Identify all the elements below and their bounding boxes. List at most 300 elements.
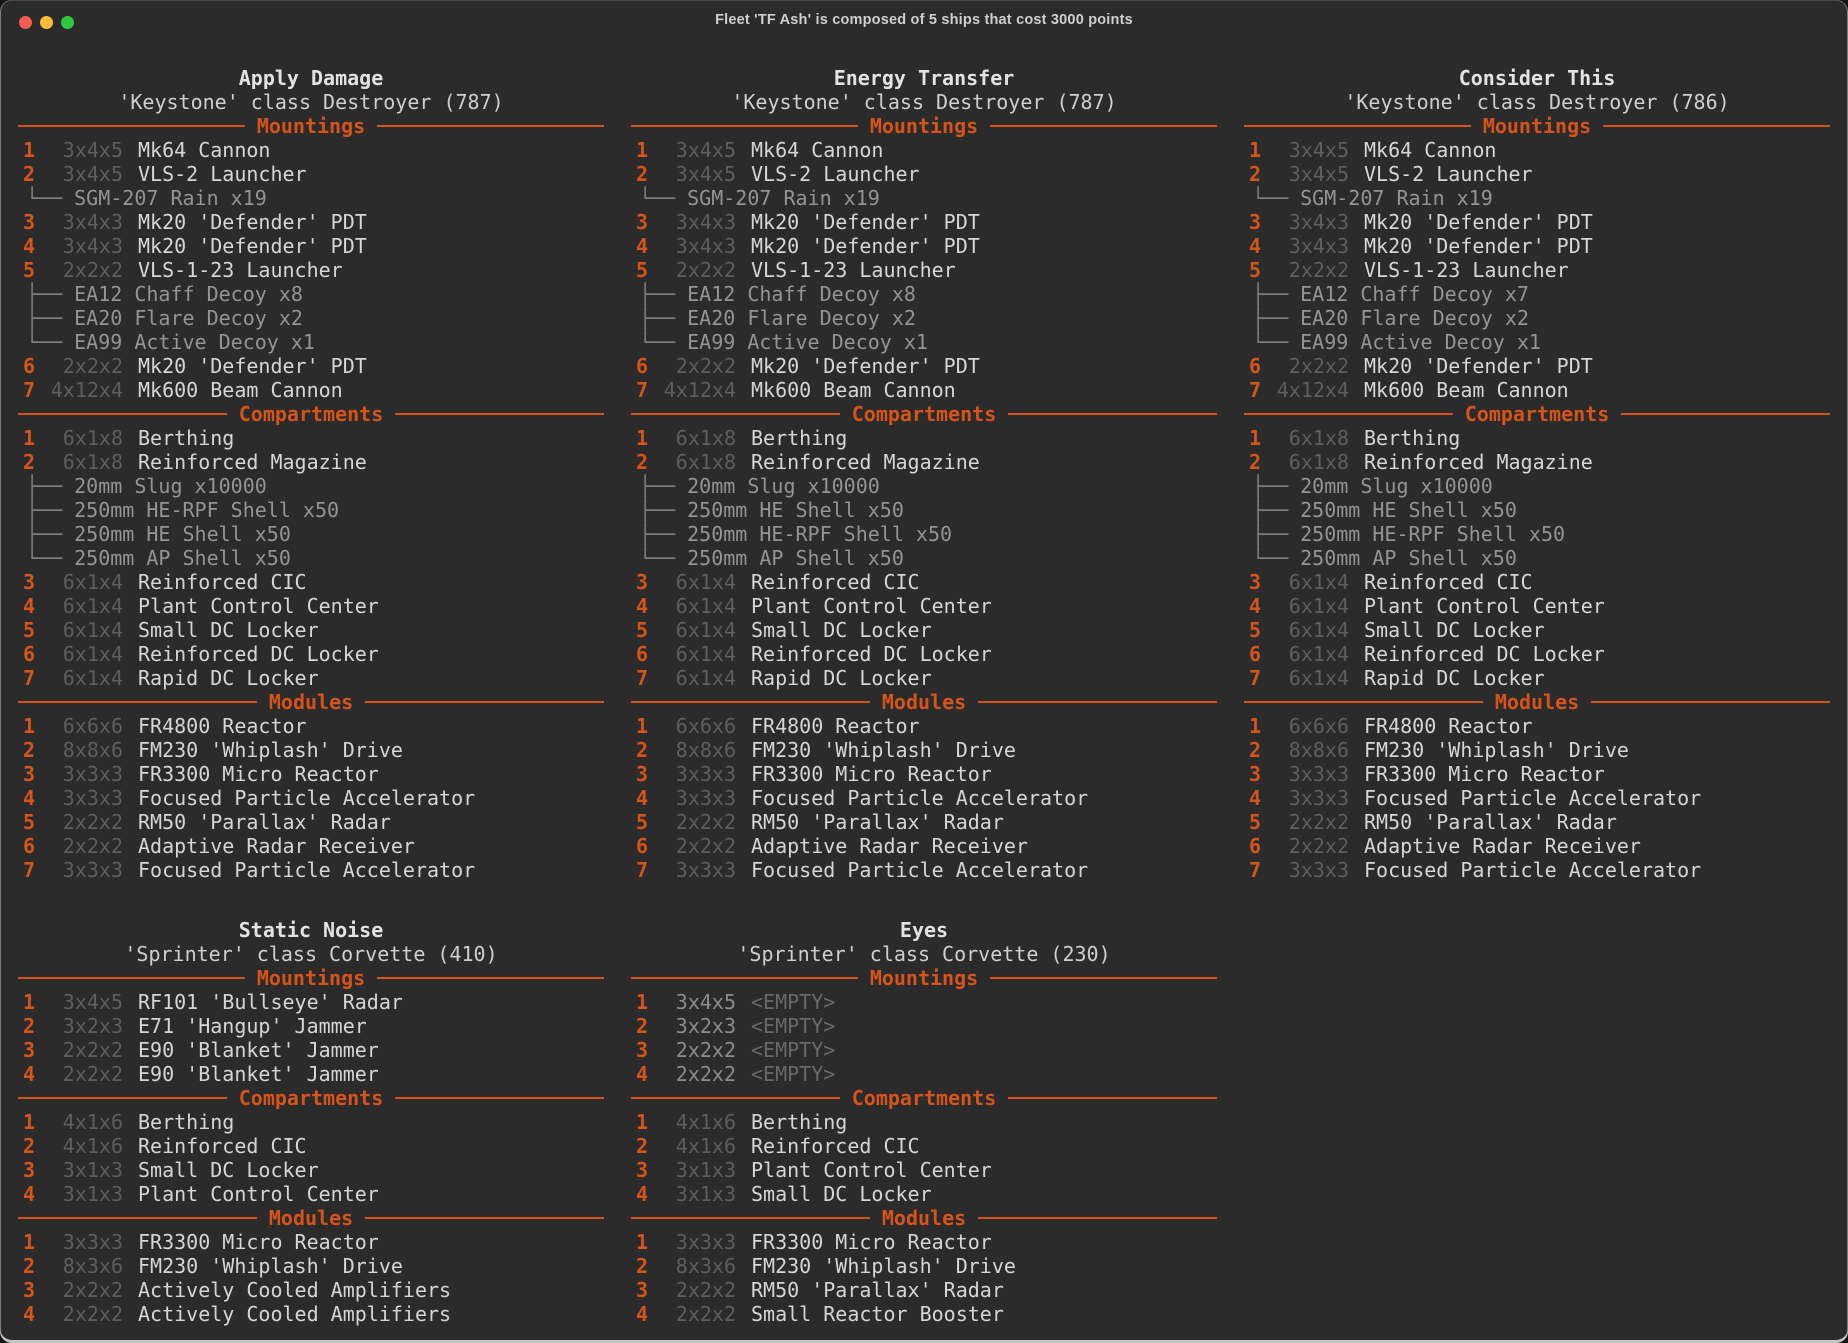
slot-size: 6x1x4 [1288,618,1349,642]
section-rule [365,701,604,703]
slot-name: Mk20 'Defender' PDT [1364,354,1593,378]
slot-number: 7 [23,666,36,690]
tree-branch-icon: ├── [639,474,676,498]
ammo-name: 20mm Slug x10000 [1300,474,1493,498]
slot-name: Mk20 'Defender' PDT [751,234,980,258]
ammo-name: EA20 Flare Decoy x2 [1300,306,1529,330]
ammo-name: EA99 Active Decoy x1 [687,330,928,354]
slot-number: 1 [23,714,36,738]
slot-row [631,1134,1217,1158]
slot-row [18,1158,604,1182]
slot-number: 6 [636,642,649,666]
slot-name: Focused Particle Accelerator [751,858,1089,882]
slot-row [18,1254,604,1278]
ship-class: 'Sprinter' class Corvette (230) [737,942,1111,966]
tree-branch-icon: └── [1252,546,1289,570]
slot-size: 4x12x4 [1276,378,1349,402]
slot-size: 3x4x5 [675,990,736,1014]
section-rule [377,125,604,127]
slot-row [1244,258,1830,282]
slot-row [631,834,1217,858]
slot-size: 8x3x6 [62,1254,123,1278]
slot-number: 7 [23,858,36,882]
slot-number: 7 [1249,378,1262,402]
ammo-row [631,330,1217,354]
slot-number: 4 [1249,234,1262,258]
section-header [1244,114,1830,138]
ammo-name: EA20 Flare Decoy x2 [687,306,916,330]
section-header [631,966,1217,990]
tree-branch-icon: └── [26,330,63,354]
slot-size: 2x2x2 [62,258,123,282]
slot-number: 4 [23,786,36,810]
slot-row [1244,858,1830,882]
ammo-row [1244,330,1830,354]
slot-row [18,834,604,858]
slot-size: 2x2x2 [675,1302,736,1326]
slot-name: RM50 'Parallax' Radar [1364,810,1617,834]
slot-size: 3x3x3 [62,1230,123,1254]
slot-name: Reinforced Magazine [751,450,980,474]
section-title: Compartments [1464,402,1610,426]
slot-size: 2x2x2 [62,810,123,834]
slot-name: FM230 'Whiplash' Drive [138,1254,403,1278]
slot-size: 3x4x5 [62,990,123,1014]
slot-number: 4 [636,594,649,618]
slot-name: FR4800 Reactor [1364,714,1533,738]
tree-branch-icon: ├── [26,474,63,498]
slot-name: Reinforced CIC [751,570,920,594]
slot-number: 3 [636,570,649,594]
slot-size: 8x8x6 [675,738,736,762]
slot-size: 3x4x3 [675,210,736,234]
ammo-row [631,546,1217,570]
slot-name: FR4800 Reactor [751,714,920,738]
ship-class: 'Keystone' class Destroyer (786) [1344,90,1730,114]
slot-number: 3 [23,1278,36,1302]
minimize-button[interactable] [40,16,53,29]
slot-number: 4 [23,1302,36,1326]
slot-number: 4 [636,1062,649,1086]
slot-number: 2 [23,162,36,186]
slot-size: 3x3x3 [1288,762,1349,786]
section-title: Modules [268,690,354,714]
slot-name: Plant Control Center [1364,594,1605,618]
slot-number: 6 [1249,834,1262,858]
slot-row [1244,786,1830,810]
ammo-name: 250mm HE Shell x50 [687,498,904,522]
slot-row [1244,762,1830,786]
section-header [631,1086,1217,1110]
slot-number: 6 [636,354,649,378]
slot-name: FM230 'Whiplash' Drive [138,738,403,762]
slot-number: 1 [23,990,36,1014]
slot-row [1244,714,1830,738]
slot-row [18,1182,604,1206]
slot-number: 2 [23,1134,36,1158]
tree-branch-icon: ├── [26,498,63,522]
slot-name: Small DC Locker [751,1182,932,1206]
tree-branch-icon: ├── [26,306,63,330]
slot-row [18,234,604,258]
slot-size: 3x4x5 [62,138,123,162]
slot-row [631,1158,1217,1182]
slot-name: Mk20 'Defender' PDT [138,210,367,234]
slot-row [18,1014,604,1038]
ammo-name: EA99 Active Decoy x1 [74,330,315,354]
slot-number: 1 [1249,138,1262,162]
ammo-name: EA12 Chaff Decoy x8 [687,282,916,306]
section-rule [18,977,245,979]
slot-size: 2x2x2 [62,1302,123,1326]
slot-name: Mk20 'Defender' PDT [138,234,367,258]
slot-row [631,810,1217,834]
slot-name: Berthing [1364,426,1461,450]
slot-number: 7 [636,858,649,882]
slot-name: Berthing [751,426,848,450]
slot-number: 4 [636,786,649,810]
section-rule [18,701,257,703]
slot-row [1244,354,1830,378]
slot-size: 2x2x2 [1288,810,1349,834]
section-rule [1008,1097,1217,1099]
slot-name: Reinforced Magazine [138,450,367,474]
slot-number: 5 [23,810,36,834]
ship-block [18,66,604,882]
slot-row [18,258,604,282]
slot-row [18,618,604,642]
slot-row [18,1302,604,1326]
section-rule [631,1097,840,1099]
slot-number: 7 [1249,666,1262,690]
slot-size: 4x12x4 [50,378,123,402]
slot-size: 3x2x3 [675,1014,736,1038]
slot-size: 3x3x3 [675,786,736,810]
ammo-name: 250mm HE-RPF Shell x50 [1300,522,1566,546]
slot-row [631,1110,1217,1134]
ammo-name: 250mm HE-RPF Shell x50 [74,498,340,522]
ship-name: Apply Damage [238,66,384,90]
zoom-button[interactable] [61,16,74,29]
slot-size: 2x2x2 [675,810,736,834]
slot-name: VLS-2 Launcher [1364,162,1533,186]
slot-number: 6 [23,642,36,666]
ammo-name: 250mm HE Shell x50 [74,522,291,546]
tree-branch-icon: ├── [1252,282,1289,306]
slot-number: 5 [636,810,649,834]
slot-number: 5 [1249,258,1262,282]
slot-name: RM50 'Parallax' Radar [751,810,1004,834]
slot-name: Focused Particle Accelerator [138,786,476,810]
slot-size: 8x8x6 [62,738,123,762]
slot-number: 6 [636,834,649,858]
slot-row [631,426,1217,450]
ship-name: Consider This [1458,66,1616,90]
slot-size: 6x1x4 [1288,570,1349,594]
slot-row [18,1134,604,1158]
slot-name: FM230 'Whiplash' Drive [751,1254,1016,1278]
ammo-name: EA12 Chaff Decoy x7 [1300,282,1529,306]
ammo-row [1244,546,1830,570]
slot-row [631,450,1217,474]
slot-size: 2x2x2 [1288,834,1349,858]
slot-number: 2 [636,1254,649,1278]
slot-size: 2x2x2 [675,1038,736,1062]
slot-size: 3x4x5 [675,138,736,162]
slot-number: 5 [1249,618,1262,642]
slot-number: 2 [1249,738,1262,762]
slot-number: 7 [636,378,649,402]
slot-name: Reinforced Magazine [1364,450,1593,474]
slot-size: 3x4x3 [1288,234,1349,258]
slot-row [18,210,604,234]
slot-name: Small Reactor Booster [751,1302,1004,1326]
slot-row [631,1230,1217,1254]
slot-name: VLS-1-23 Launcher [751,258,956,282]
window-title: Fleet 'TF Ash' is composed of 5 ships that cost 3000 points [715,12,1133,28]
empty-slot-row [631,990,1217,1014]
ammo-row [18,186,604,210]
slot-number: 7 [1249,858,1262,882]
slot-number: 1 [23,1110,36,1134]
ammo-row [631,522,1217,546]
section-rule [631,1217,870,1219]
tree-branch-icon: ├── [639,282,676,306]
ammo-row [631,186,1217,210]
section-header [1244,690,1830,714]
slot-name: Berthing [138,1110,235,1134]
ammo-row [631,306,1217,330]
slot-size: 8x3x6 [675,1254,736,1278]
ammo-row [1244,522,1830,546]
slot-row [18,810,604,834]
slot-name: VLS-2 Launcher [138,162,307,186]
slot-name: FR3300 Micro Reactor [138,1230,379,1254]
section-rule [18,413,227,415]
ammo-row [18,522,604,546]
slot-size: 3x4x3 [62,234,123,258]
slot-name: VLS-2 Launcher [751,162,920,186]
slot-size: 3x3x3 [675,858,736,882]
slot-name: <EMPTY> [751,1014,836,1038]
slot-number: 1 [636,714,649,738]
slot-number: 5 [23,618,36,642]
slot-number: 7 [23,378,36,402]
slot-name: Reinforced CIC [138,1134,307,1158]
ammo-row [1244,306,1830,330]
slot-name: Mk20 'Defender' PDT [751,354,980,378]
section-rule [18,1217,257,1219]
tree-branch-icon: ├── [1252,474,1289,498]
slot-number: 3 [636,1158,649,1182]
slot-size: 2x2x2 [1288,258,1349,282]
slot-name: Rapid DC Locker [1364,666,1545,690]
slot-size: 3x1x3 [675,1158,736,1182]
section-title: Modules [268,1206,354,1230]
ammo-name: EA20 Flare Decoy x2 [74,306,303,330]
ammo-row [631,282,1217,306]
slot-name: RM50 'Parallax' Radar [138,810,391,834]
slot-name: FM230 'Whiplash' Drive [751,738,1016,762]
slot-row [1244,570,1830,594]
slot-row [1244,738,1830,762]
section-rule [395,1097,604,1099]
ship-class: 'Keystone' class Destroyer (787) [118,90,504,114]
section-header [18,1086,604,1110]
slot-number: 2 [1249,450,1262,474]
slot-row [18,354,604,378]
slot-number: 1 [636,138,649,162]
slot-size: 6x6x6 [1288,714,1349,738]
slot-row [18,1278,604,1302]
slot-size: 3x3x3 [1288,786,1349,810]
slot-row [18,1110,604,1134]
slot-number: 2 [23,1254,36,1278]
slot-row [631,1182,1217,1206]
slot-name: Reinforced DC Locker [1364,642,1605,666]
slot-size: 4x1x6 [675,1110,736,1134]
slot-number: 4 [636,234,649,258]
slot-name: Adaptive Radar Receiver [1364,834,1641,858]
tree-branch-icon: └── [26,546,63,570]
slot-name: Mk64 Cannon [138,138,271,162]
slot-size: 4x1x6 [62,1110,123,1134]
slot-size: 6x1x4 [1288,666,1349,690]
fleet-grid [0,38,1848,1326]
tree-branch-icon: └── [639,546,676,570]
slot-row [631,858,1217,882]
section-header [631,402,1217,426]
slot-size: 6x1x4 [62,666,123,690]
slot-name: Mk20 'Defender' PDT [1364,234,1593,258]
slot-size: 6x6x6 [62,714,123,738]
section-rule [1008,413,1217,415]
slot-name: Focused Particle Accelerator [1364,786,1702,810]
slot-row [631,210,1217,234]
slot-number: 4 [636,1302,649,1326]
slot-name: Mk64 Cannon [1364,138,1497,162]
ship-class: 'Keystone' class Destroyer (787) [731,90,1117,114]
slot-size: 2x2x2 [675,1278,736,1302]
slot-row [631,594,1217,618]
slot-row [18,666,604,690]
slot-name: Berthing [751,1110,848,1134]
ammo-name: 250mm AP Shell x50 [1300,546,1517,570]
section-header [1244,402,1830,426]
slot-row [1244,594,1830,618]
slot-size: 6x1x4 [1288,642,1349,666]
slot-number: 3 [1249,210,1262,234]
slot-number: 1 [23,426,36,450]
ammo-row [1244,186,1830,210]
slot-row [1244,810,1830,834]
section-header [18,114,604,138]
slot-size: 6x1x4 [62,642,123,666]
section-title: Mountings [256,966,366,990]
slot-name: Plant Control Center [138,1182,379,1206]
slot-number: 2 [23,450,36,474]
slot-number: 1 [1249,426,1262,450]
slot-size: 6x1x8 [675,450,736,474]
slot-size: 3x3x3 [62,762,123,786]
ship-block [631,66,1217,882]
slot-size: 3x4x5 [1288,138,1349,162]
slot-row [1244,618,1830,642]
slot-row [631,786,1217,810]
ammo-name: 20mm Slug x10000 [74,474,267,498]
section-rule [1603,125,1830,127]
slot-size: 3x4x3 [62,210,123,234]
slot-number: 3 [23,210,36,234]
slot-size: 2x2x2 [62,834,123,858]
slot-size: 6x1x8 [62,450,123,474]
slot-size: 6x1x4 [675,570,736,594]
slot-name: Reinforced DC Locker [138,642,379,666]
slot-name: Reinforced CIC [751,1134,920,1158]
slot-name: Focused Particle Accelerator [138,858,476,882]
slot-size: 6x1x8 [1288,450,1349,474]
slot-row [18,1230,604,1254]
slot-size: 2x2x2 [62,1278,123,1302]
ammo-name: 250mm HE-RPF Shell x50 [687,522,953,546]
tree-branch-icon: ├── [26,522,63,546]
slot-name: Reinforced CIC [138,570,307,594]
section-rule [631,413,840,415]
slot-number: 5 [1249,810,1262,834]
slot-size: 6x1x4 [675,666,736,690]
slot-size: 3x4x5 [1288,162,1349,186]
slot-row [1244,642,1830,666]
slot-size: 2x2x2 [675,354,736,378]
slot-number: 2 [636,162,649,186]
ammo-row [18,306,604,330]
tree-branch-icon: └── [1252,186,1289,210]
slot-number: 1 [636,426,649,450]
slot-name: E90 'Blanket' Jammer [138,1062,379,1086]
tree-branch-icon: ├── [639,522,676,546]
slot-row [631,738,1217,762]
slot-name: Mk600 Beam Cannon [751,378,956,402]
section-header [18,402,604,426]
ship-block [631,918,1217,1326]
ship-block [18,918,604,1326]
slot-size: 3x3x3 [1288,858,1349,882]
slot-number: 6 [23,354,36,378]
section-header [18,690,604,714]
ammo-name: SGM-207 Rain x19 [1300,186,1493,210]
slot-row [18,990,604,1014]
slot-name: Small DC Locker [138,1158,319,1182]
ship-class: 'Sprinter' class Corvette (410) [124,942,498,966]
slot-name: E90 'Blanket' Jammer [138,1038,379,1062]
tree-branch-icon: └── [26,186,63,210]
section-rule [1621,413,1830,415]
slot-row [1244,210,1830,234]
slot-row [18,642,604,666]
section-title: Modules [1494,690,1580,714]
slot-name: FM230 'Whiplash' Drive [1364,738,1629,762]
close-button[interactable] [19,16,32,29]
section-title: Modules [881,1206,967,1230]
section-rule [365,1217,604,1219]
slot-row [631,618,1217,642]
slot-number: 3 [636,210,649,234]
ship-name: Eyes [899,918,949,942]
slot-name: Small DC Locker [138,618,319,642]
slot-size: 6x1x4 [62,618,123,642]
slot-row [1244,162,1830,186]
ammo-row [18,474,604,498]
